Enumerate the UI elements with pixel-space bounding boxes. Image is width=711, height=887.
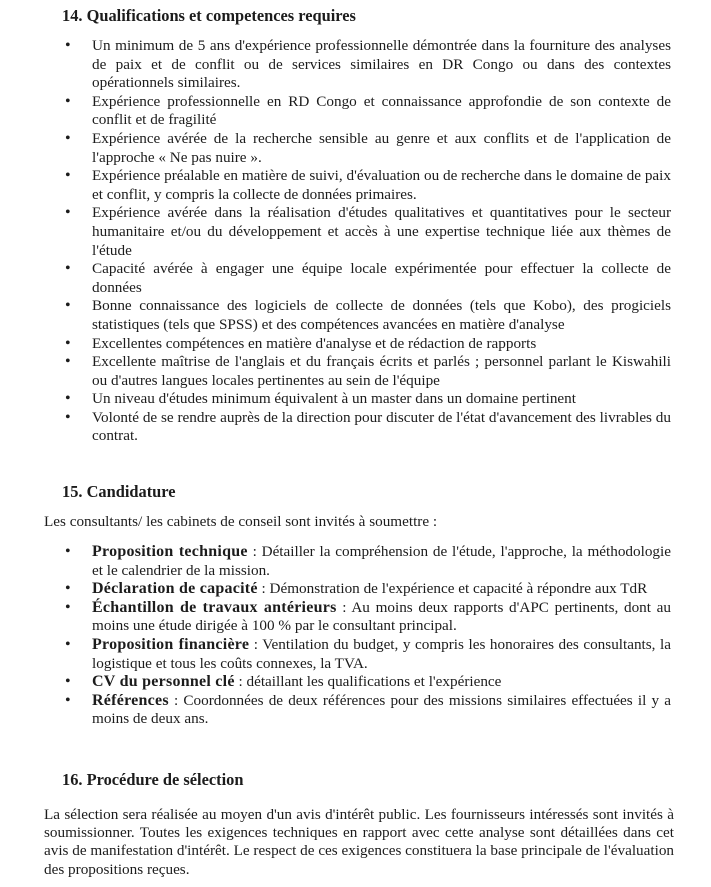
qualification-item: • Expérience avérée dans la réalisation d'études qualitatives et quantitatives pour le secteur humanitaire et/ou du développement et accès à une expertise technique liée aux thèmes de l'étude: [64, 204, 671, 260]
application-intro: Les consultants/ les cabinets de conseil sont invités à soumettre :: [44, 513, 438, 530]
application-item-term: Proposition financière: [92, 635, 250, 653]
application-item-term: CV du personnel clé: [92, 673, 235, 691]
application-item-term: Échantillon de travaux antérieurs: [92, 598, 337, 616]
application-item-text: : Ventilation du budget, y compris les honoraires des consultants, la logistique et tous les coûts connexes, la TVA.: [92, 635, 671, 672]
application-item: [64, 599, 671, 636]
application-item-text: : Au moins deux rapports d'APC pertinents, dont au moins une étude dirigée à 100 % par le consultant principal.: [92, 598, 671, 635]
section-16-heading: 16. Procédure de sélection: [62, 770, 244, 789]
qualification-item: • Volonté de se rendre auprès de la direction pour discuter de l'état d'avancement des livrables du contrat.: [64, 409, 671, 446]
application-item-text: : Démonstration de l'expérience et capacité à répondre aux TdR: [257, 580, 648, 598]
qualifications-list: [64, 37, 671, 446]
qualification-item: • Excellente maîtrise de l'anglais et du français écrits et parlés ; personnel parlant le Kiswahili ou d'autres langues locales pertinentes au sein de l'équipe: [64, 353, 671, 390]
application-item: [64, 580, 671, 599]
qualification-item: • Un minimum de 5 ans d'expérience professionnelle démontrée dans la fourniture des analyses de paix et de conflit ou de services similaires en DR Congo ou dans des contextes opérationnels similaires.: [64, 37, 671, 93]
qualification-item: • Expérience préalable en matière de suivi, d'évaluation ou de recherche dans le domaine de paix et conflit, y compris la collecte de données primaires.: [64, 167, 671, 204]
application-item: [64, 636, 671, 673]
application-item-term: Références: [92, 691, 169, 709]
application-item-term: Déclaration de capacité: [92, 580, 258, 598]
qualification-item: • Expérience avérée de la recherche sensible au genre et aux conflits et de l'application de l'approche « Ne pas nuire ».: [64, 130, 671, 167]
application-item: [64, 673, 671, 692]
section-15-heading: 15. Candidature: [62, 482, 176, 501]
application-list: [64, 543, 671, 729]
qualification-item: • Capacité avérée à engager une équipe locale expérimentée pour effectuer la collecte de données: [64, 260, 671, 297]
qualification-item: • Excellentes compétences en matière d'analyse et de rédaction de rapports: [64, 335, 671, 354]
selection-paragraph: La sélection sera réalisée au moyen d'un avis d'intérêt public. Les fournisseurs intéressés sont invités à soumissionner. Toutes les exigences techniques en rapport avec cette analyse sont détaillées dans cet avis de manifestation d'intérêt. Le respect de ces exigences constituera la base principale de l'évaluation des propositions reçues.: [44, 806, 675, 878]
qualification-item: • Un niveau d'études minimum équivalent à un master dans un domaine pertinent: [64, 390, 671, 409]
application-item-text: : Coordonnées de deux références pour des missions similaires effectuées il y a moins de deux ans.: [92, 691, 671, 728]
qualification-item: • Expérience professionnelle en RD Congo et connaissance approfondie de son contexte de conflit et de fragilité: [64, 93, 671, 130]
application-item-text: : détaillant les qualifications et l'expérience: [234, 673, 502, 691]
application-item-term: Proposition technique: [92, 543, 248, 560]
application-item-text: : Détailler la compréhension de l'étude, l'approche, la méthodologie et le calendrier de la mission.: [92, 543, 671, 579]
application-item: [64, 692, 671, 729]
qualification-item: • Bonne connaissance des logiciels de collecte de données (tels que Kobo), des progiciels statistiques (tels que SPSS) et des compétences avancées en matière d'analyse: [64, 297, 671, 334]
application-item: [64, 543, 671, 580]
section-14-heading: 14. Qualifications et competences requires: [62, 6, 356, 25]
